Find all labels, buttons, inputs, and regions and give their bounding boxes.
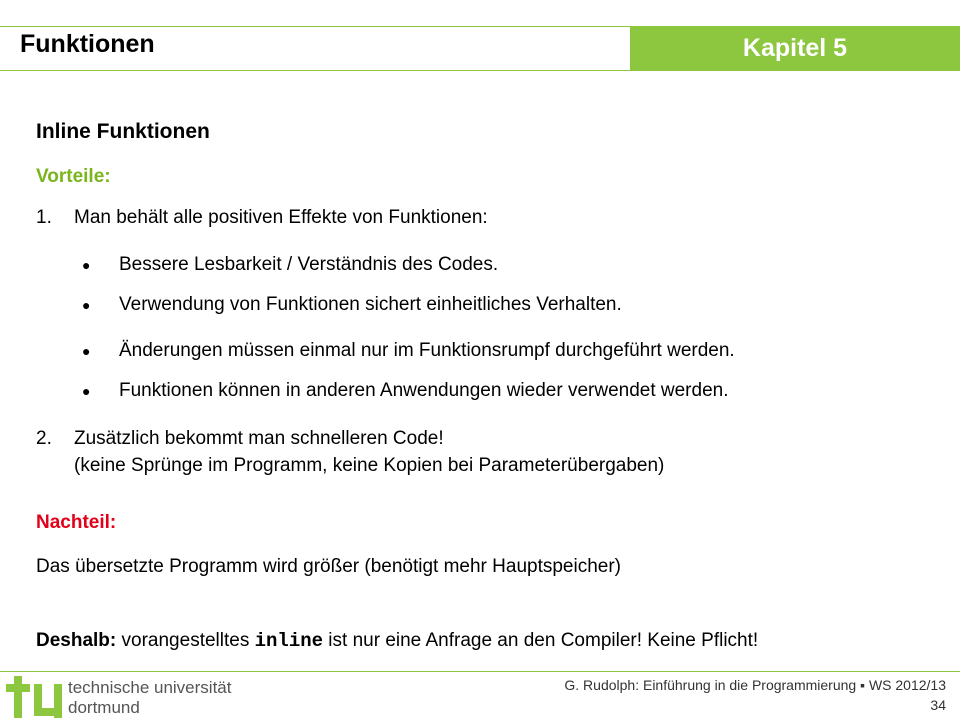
item-number: 1. [36, 207, 52, 228]
bullet-text: Änderungen müssen einmal nur im Funktionsrumpf durchgeführt werden. [119, 340, 735, 361]
slide-title: Funktionen [20, 30, 155, 58]
bullet-icon: ● [82, 383, 91, 399]
inline-keyword: inline [254, 630, 324, 652]
conclusion-label: Deshalb: [36, 630, 117, 651]
header-bottom-rule [0, 70, 960, 71]
item-text: Zusätzlich bekommt man schnelleren Code! [74, 428, 444, 449]
bullet-text: Funktionen können in anderen Anwendungen wieder verwendet werden. [119, 380, 729, 401]
disadvantage-label: Nachteil: [36, 512, 117, 533]
conclusion-pre: vorangestelltes [116, 630, 255, 651]
chapter-label: Kapitel 5 [742, 34, 848, 62]
conclusion-post: ist nur eine Anfrage an den Compiler! Keine Pflicht! [323, 630, 759, 651]
tu-logo-icon [4, 676, 68, 720]
bullet-icon: ● [82, 297, 91, 313]
section-heading: Inline Funktionen [36, 120, 210, 143]
bullet-text: Bessere Lesbarkeit / Verständnis des Codes. [119, 254, 499, 275]
logo-line2: dortmund [68, 698, 140, 717]
chapter-badge [630, 27, 960, 70]
disadvantage-text: Das übersetzte Programm wird größer (benötigt mehr Hauptspeicher) [36, 556, 622, 577]
logo-line1: technische universität [68, 678, 232, 697]
item-text-continued: (keine Sprünge im Programm, keine Kopien bei Parameterübergaben) [74, 455, 665, 476]
tu-logo [0, 676, 260, 720]
footer-rule [0, 671, 960, 672]
bullet-icon: ● [82, 257, 91, 273]
advantages-label: Vorteile: [36, 166, 111, 187]
slide-header [0, 0, 960, 72]
conclusion-line [36, 630, 758, 652]
item-number: 2. [36, 428, 52, 449]
footer-credit: G. Rudolph: Einführung in die Programmierung ▪ WS 2012/13 [564, 677, 946, 693]
page-number: 34 [930, 697, 946, 713]
bullet-text: Verwendung von Funktionen sichert einheitliches Verhalten. [119, 294, 622, 315]
item-text: Man behält alle positiven Effekte von Funktionen: [74, 207, 488, 228]
bullet-icon: ● [82, 343, 91, 359]
